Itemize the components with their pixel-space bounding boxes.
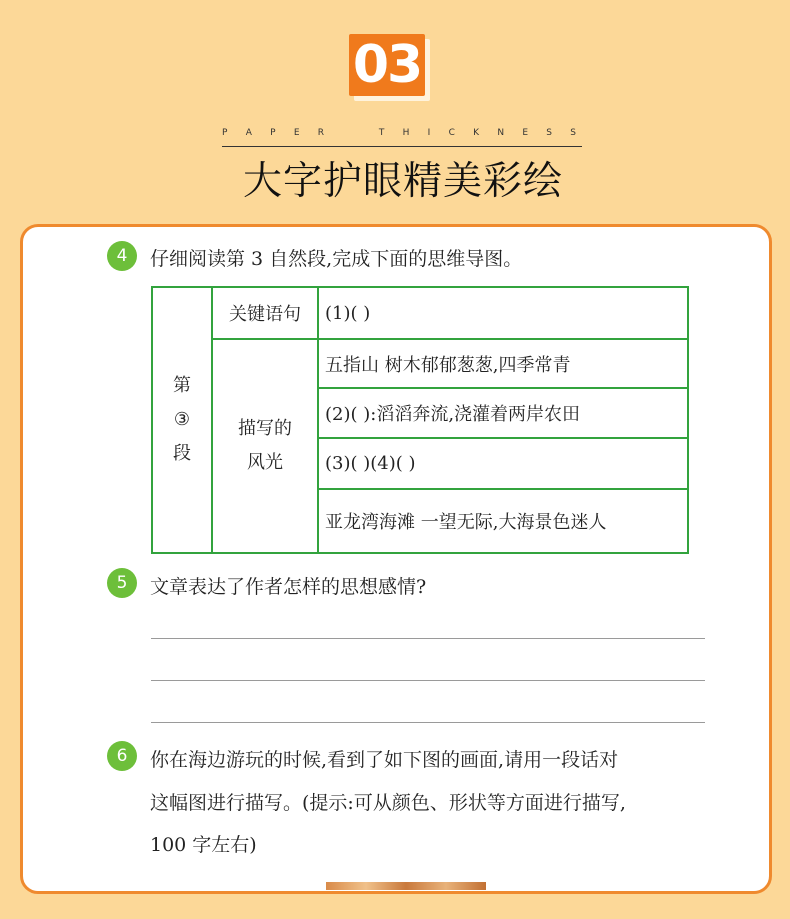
answer-line[interactable]	[151, 680, 705, 681]
subtitle-letter: S	[570, 128, 576, 138]
section-number-badge: 03	[349, 34, 425, 96]
scenery-row: 五指山 树木郁郁葱葱,四季常青	[318, 339, 688, 387]
question-6-line: 这幅图进行描写。(提示:可从颜色、形状等方面进行描写,	[150, 792, 626, 814]
scenery-row: 亚龙湾海滩 一望无际,大海景色迷人	[318, 489, 688, 554]
section-label-line: 第	[173, 375, 191, 396]
subtitle-letter: N	[497, 128, 505, 138]
description-label-line: 描写的	[238, 418, 292, 440]
page-title: 大字护眼精美彩绘	[242, 159, 563, 204]
question-number-4: 4	[107, 241, 137, 271]
subtitle-letter: P	[270, 128, 276, 138]
subtitle-english	[222, 128, 576, 138]
keyword-answer-cell[interactable]: (1)( )	[318, 287, 688, 339]
scenery-row-fill-in[interactable]: (2)( ):滔滔奔流,浇灌着两岸农田	[318, 388, 688, 438]
subtitle-letter: E	[293, 128, 300, 138]
subtitle-letter: I	[427, 128, 431, 138]
subtitle-letter: S	[546, 128, 552, 138]
question-4-text: 仔细阅读第 3 自然段,完成下面的思维导图。	[150, 248, 523, 270]
subtitle-letter: T	[378, 128, 385, 138]
subtitle-letter: C	[448, 128, 455, 138]
subtitle-letter: E	[522, 128, 529, 138]
answer-line[interactable]	[151, 638, 705, 639]
subtitle-letter: R	[317, 128, 325, 138]
mind-map-table	[151, 286, 689, 554]
description-label-line: 风光	[247, 452, 283, 474]
section-label-cell	[152, 287, 212, 553]
question-6-line: 你在海边游玩的时候,看到了如下图的画面,请用一段话对	[150, 749, 619, 771]
subtitle-letter: H	[402, 128, 410, 138]
description-label-cell	[212, 339, 318, 553]
beach-image-edge	[326, 882, 486, 890]
keyword-label: 关键语句	[212, 287, 318, 339]
section-label-line: ③	[173, 409, 191, 430]
subtitle-letter: K	[473, 128, 480, 138]
answer-line[interactable]	[151, 722, 705, 723]
subtitle-letter: P	[222, 128, 228, 138]
title-divider	[222, 146, 582, 147]
question-5-text: 文章表达了作者怎样的思想感情?	[150, 576, 427, 598]
scenery-row-fill-in[interactable]: (3)( )(4)( )	[318, 438, 688, 488]
question-6-line: 100 字左右)	[150, 834, 257, 856]
section-label-line: 段	[173, 443, 191, 464]
question-number-5: 5	[107, 568, 137, 598]
subtitle-letter: A	[245, 128, 252, 138]
question-number-6: 6	[107, 741, 137, 771]
